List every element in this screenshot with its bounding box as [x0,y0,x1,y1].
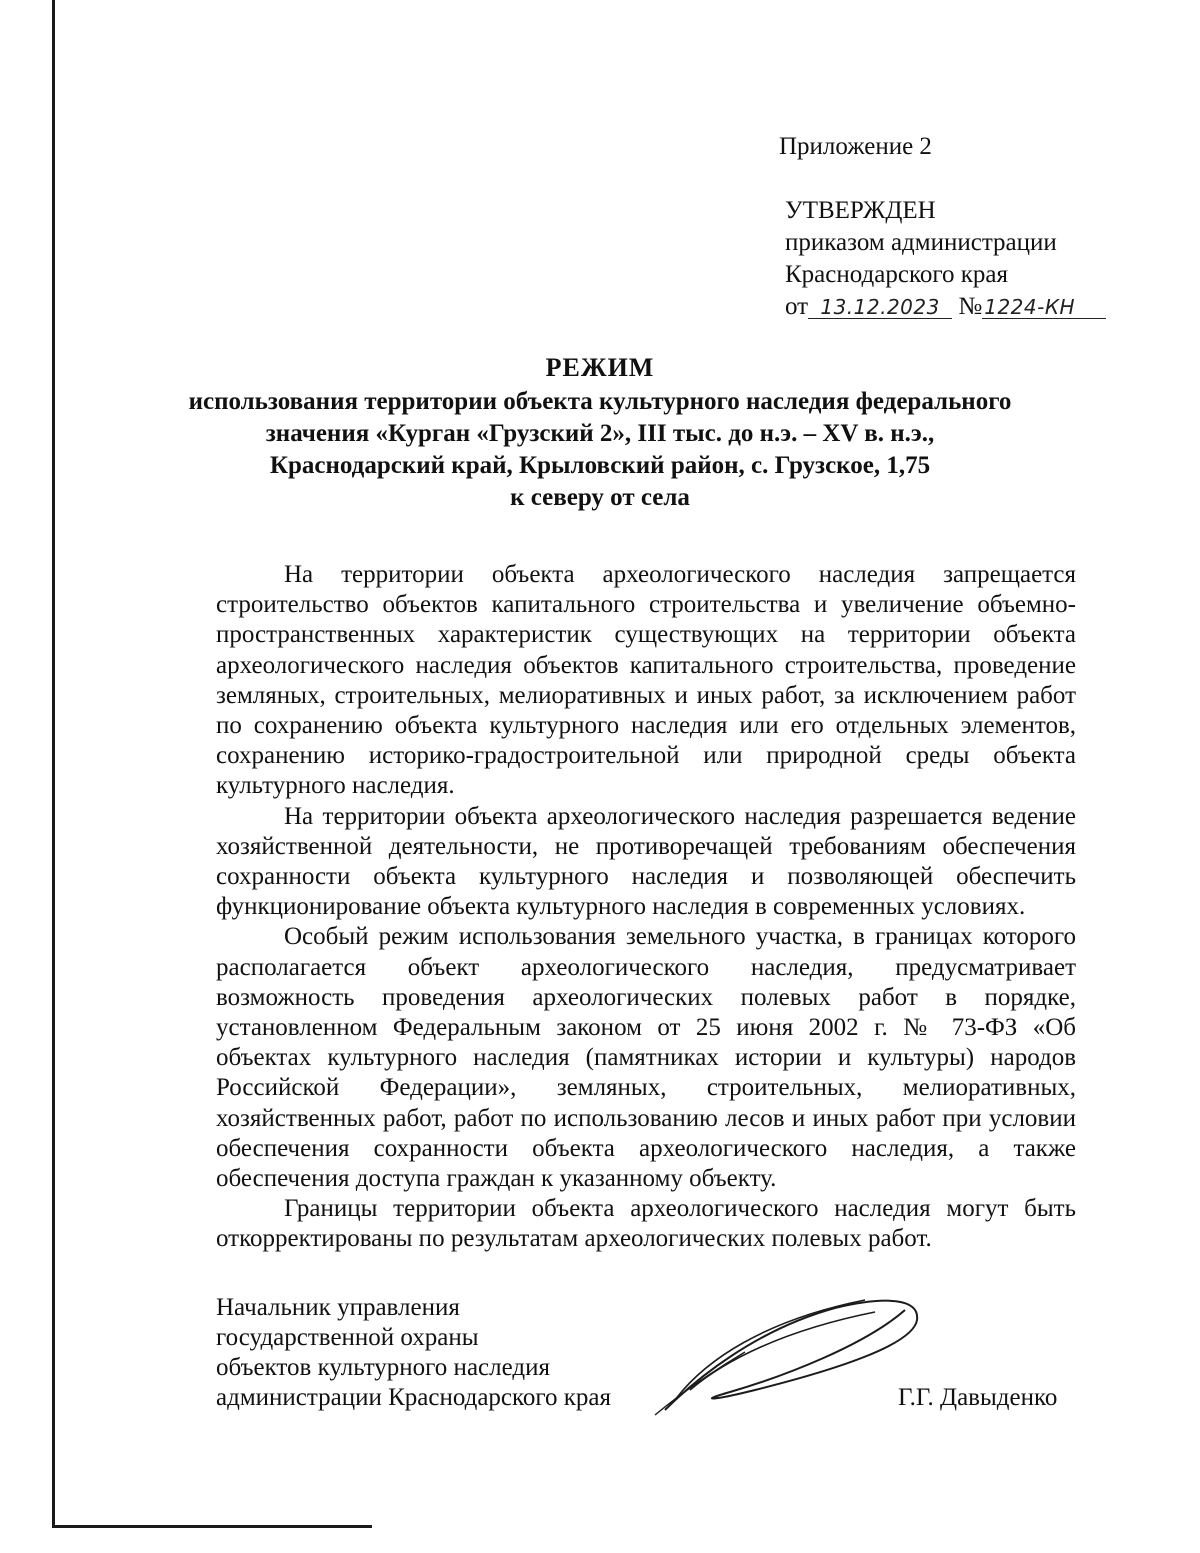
paragraph: На территории объекта археологического наследия разрешается ведение хозяйственной деятельности, не противоречащей требованиям обеспечения сохранности объекта культурного наследия и позволяющей обеспечить функционирование объекта культурного наследия в современных условиях. [216,802,1076,921]
title-main: РЕЖИМ [545,353,655,382]
document-title [180,352,1020,514]
title-line-1: использования территории объекта культурного наследия федерального [188,388,1012,415]
approval-block [785,195,1106,323]
document-body [216,560,1076,1255]
title-line-3: Краснодарский край, Крыловский район, с. Грузское, 1,75 [269,452,931,479]
appendix-label: Приложение 2 [779,133,932,160]
scan-border-bottom [52,1525,372,1528]
title-line-4: к северу от села [510,484,690,511]
position-line-4: администрации Краснодарского края [216,1384,612,1411]
position-line-2: государственной охраны [216,1324,479,1351]
approval-heading: УТВЕРЖДЕН [785,197,936,224]
paragraph: Особый режим использования земельного участка, в границах которого располагается объект археологического наследия, предусматривает возможность проведения археологических полевых работ в порядке, установленном Федеральным законом от 25 июня 2002 г. № 73-ФЗ «Об объектах культурного наследия (памятниках истории и культуры) народов Российской Федерации», земляных, строительных, мелиоративных, хозяйственных работ, работ по использованию лесов и иных работ при условии обеспечения сохранности объекта археологического наследия, а также обеспечения доступа граждан к указанному объекту. [216,923,1076,1193]
scan-border-left [52,0,55,1528]
title-line-2: значения «Курган «Грузский 2», III тыс. до н.э. – XV в. н.э., [265,420,935,447]
date-prefix: от [785,293,809,320]
handwritten-date: 13.12.2023 [808,296,952,319]
handwritten-number: 1224-КН [982,296,1106,319]
handwritten-signature [635,1290,935,1420]
approval-line-2: Краснодарского края [785,261,1008,288]
approval-date-line [785,291,1106,323]
signatory-position [216,1293,611,1413]
approval-line-1: приказом администрации [785,229,1057,256]
signer-name: Г.Г. Давыденко [898,1384,1058,1411]
position-line-3: объектов культурного наследия [216,1354,550,1381]
number-prefix: № [958,293,983,320]
paragraph: На территории объекта археологического наследия запрещается строительство объектов капитального строительства и увеличение объемно-пространственных характеристик существующих на территории объекта археологического наследия объектов капитального строительства, проведение земляных, строительных, мелиоративных и иных работ, за исключением работ по сохранению объекта культурного наследия или его отдельных элементов, сохранению историко-градостроительной или природной среды объекта культурного наследия. [216,561,1076,800]
paragraph: Границы территории объекта археологического наследия могут быть откорректированы по результатам археологических полевых работ. [216,1195,1076,1253]
position-line-1: Начальник управления [216,1294,460,1321]
